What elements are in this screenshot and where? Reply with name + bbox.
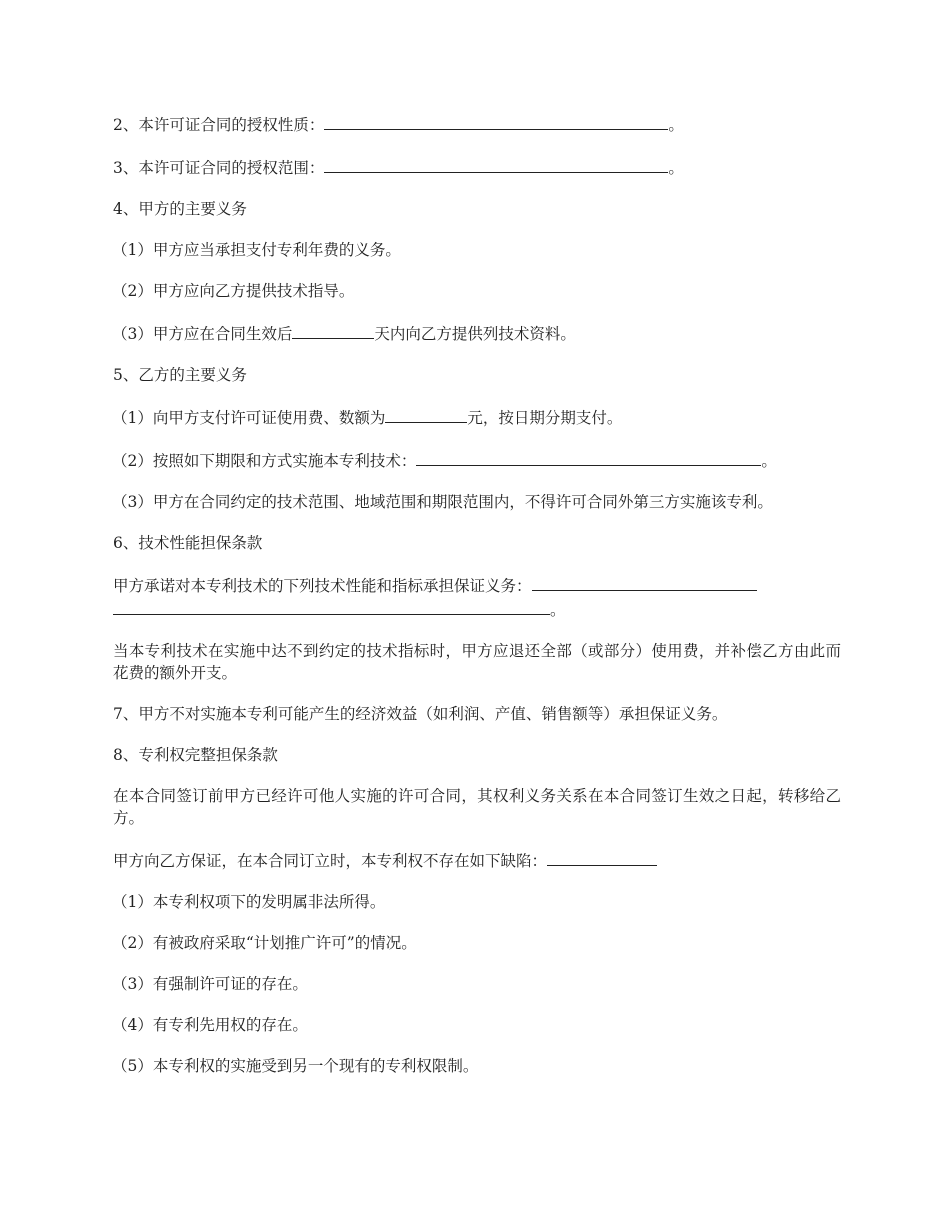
defect-item-5: （5）本专利权的实施受到另一个现有的专利权限制。 xyxy=(112,1057,479,1075)
party-b-obligation-1 xyxy=(113,405,841,429)
defect-item-2: （2）有被政府采取“计划推广许可”的情况。 xyxy=(112,934,417,952)
auth-nature-blank[interactable] xyxy=(324,112,668,130)
party-b-obligation-1-label: （1）向甲方支付许可证使用费、数额为 xyxy=(112,409,386,427)
no-benefit-guarantee-clause: 7、甲方不对实施本专利可能产生的经济效益（如利润、产值、销售额等）承担保证义务。 xyxy=(113,705,728,723)
auth-nature-clause xyxy=(113,112,841,136)
party-a-obligation-3 xyxy=(113,321,841,345)
performance-blank-line2[interactable] xyxy=(113,597,550,615)
integrity-guarantee-clause xyxy=(113,848,841,872)
auth-scope-clause xyxy=(113,155,841,179)
auth-nature-end: 。 xyxy=(668,116,684,134)
defect-item-4: （4）有专利先用权的存在。 xyxy=(112,1016,308,1034)
party-a-heading: 4、甲方的主要义务 xyxy=(113,200,247,218)
performance-heading: 6、技术性能担保条款 xyxy=(113,534,263,552)
fee-amount-blank[interactable] xyxy=(385,405,467,423)
party-a-obligation-3-end: 天内向乙方提供列技术资料。 xyxy=(374,325,576,343)
party-a-obligation-1: （1）甲方应当承担支付专利年费的义务。 xyxy=(112,241,401,259)
party-b-obligation-3: （3）甲方在合同约定的技术范围、地域范围和期限范围内，不得许可合同外第三方实施该专利。 xyxy=(112,493,773,511)
integrity-heading: 8、专利权完整担保条款 xyxy=(113,746,278,764)
performance-guarantee-label: 甲方承诺对本专利技术的下列技术性能和指标承担保证义务： xyxy=(113,577,532,595)
integrity-transfer-clause: 在本合同签订前甲方已经许可他人实施的许可合同，其权利义务关系在本合同签订生效之日起，转移给乙方。 xyxy=(113,787,841,827)
performance-guarantee xyxy=(113,573,841,621)
defect-blank[interactable] xyxy=(547,848,657,866)
defect-item-3: （3）有强制许可证的存在。 xyxy=(112,975,308,993)
auth-nature-label: 2、本许可证合同的授权性质： xyxy=(113,116,325,134)
contract-page xyxy=(113,112,841,1096)
party-a-obligation-3-label: （3）甲方应在合同生效后 xyxy=(112,325,293,343)
auth-scope-label: 3、本许可证合同的授权范围： xyxy=(113,159,325,177)
integrity-guarantee-label: 甲方向乙方保证，在本合同订立时，本专利权不存在如下缺陷： xyxy=(113,852,548,870)
implementation-method-blank[interactable] xyxy=(416,448,761,466)
party-b-obligation-2-label: （2）按照如下期限和方式实施本专利技术： xyxy=(112,452,417,470)
party-b-obligation-1-end: 元，按日期分期支付。 xyxy=(467,409,623,427)
auth-scope-end: 。 xyxy=(668,159,684,177)
party-b-heading: 5、乙方的主要义务 xyxy=(113,366,247,384)
party-b-obligation-2-end: 。 xyxy=(761,452,777,470)
party-a-obligation-2: （2）甲方应向乙方提供技术指导。 xyxy=(112,282,355,300)
performance-guarantee-end: 。 xyxy=(550,601,566,619)
days-blank[interactable] xyxy=(292,321,374,339)
performance-blank-line1[interactable] xyxy=(532,573,757,591)
party-b-obligation-2 xyxy=(113,448,841,472)
auth-scope-blank[interactable] xyxy=(324,155,668,173)
performance-refund-clause: 当本专利技术在实施中达不到约定的技术指标时，甲方应退还全部（或部分）使用费，并补偿乙方由此而花费的额外开支。 xyxy=(113,642,841,682)
defect-item-1: （1）本专利权项下的发明属非法所得。 xyxy=(112,893,386,911)
